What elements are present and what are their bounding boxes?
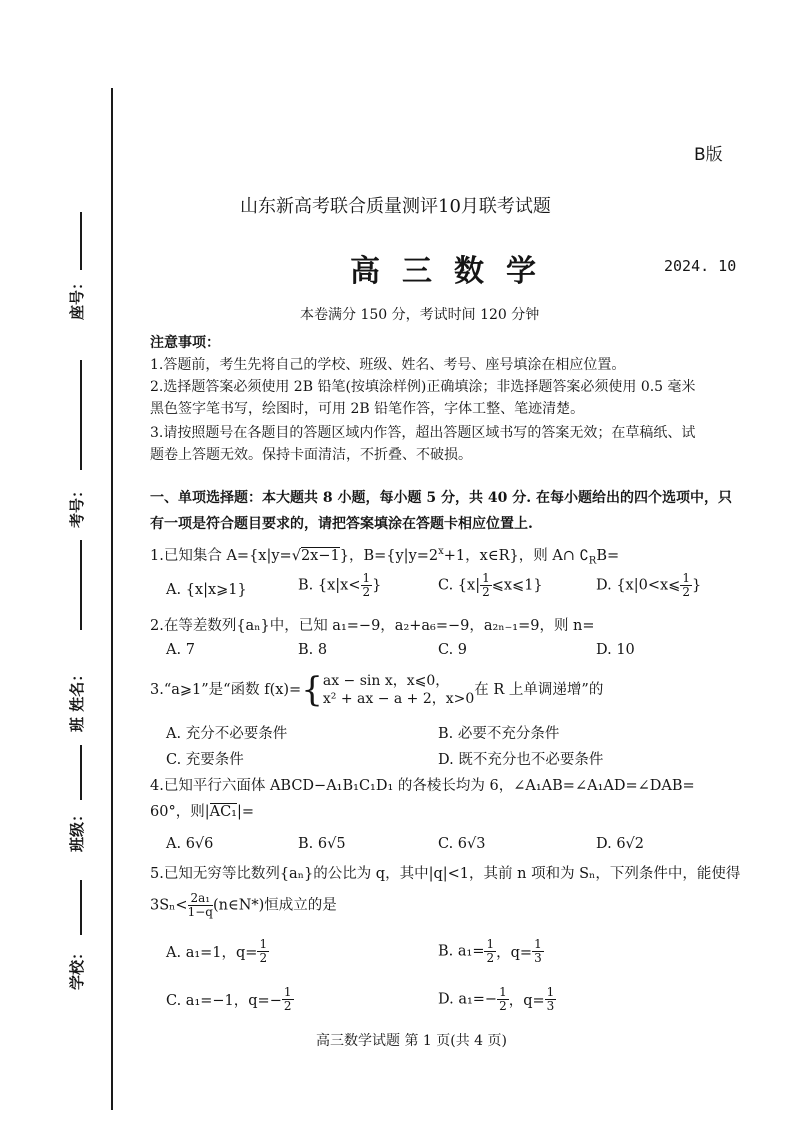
section-heading-line2: 有一项是符合题目要求的，请把答案填涂在答题卡相应位置上. [150, 516, 533, 532]
q1-stem-sub: R [588, 555, 597, 567]
q1-option-d[interactable] [596, 572, 701, 599]
q5-line-1: 5.已知无穷等比数列{aₙ}的公比为 q，其中|q|<1，其前 n 项和为 Sₙ，下列条件中，能使得 [150, 866, 741, 882]
q1-stem-c: +1，x∈R}，则 A∩ ∁ [443, 547, 589, 564]
q1-stem-exp: x [438, 546, 444, 557]
fraction [257, 938, 269, 965]
seat-label: 座号： [68, 274, 86, 320]
piecewise-case-1: ax − sin x，x⩽0， [322, 673, 450, 689]
q1-option-b[interactable] [298, 572, 381, 599]
q1-stem-b: }，B={y|y=2 [339, 547, 439, 564]
brace-icon: { [301, 670, 323, 710]
q5-option-c[interactable] [166, 986, 294, 1013]
denominator: 2 [482, 585, 490, 599]
q4-line2-post: |= [236, 804, 255, 820]
sqrt-icon: √ [291, 547, 301, 564]
fraction [680, 572, 692, 599]
q1-stem [150, 542, 619, 572]
piecewise [323, 672, 474, 708]
denominator: 2 [283, 999, 292, 1013]
exam-no-blank[interactable] [80, 360, 82, 470]
fraction [188, 892, 213, 919]
numerator: 1 [534, 937, 542, 951]
q1-stem-d: B= [596, 547, 620, 564]
q3-option-d[interactable]: D. 既不充分也不必要条件 [438, 752, 604, 768]
fraction [361, 572, 373, 599]
fraction [282, 986, 294, 1013]
notice-item-2b: 黑色签字笔书写，绘图时，可用 2B 铅笔作答，字体工整、笔迹清楚。 [150, 401, 585, 417]
q5-d-pre: D. a₁=− [438, 991, 498, 1008]
q5-l2-post: (n∈N*)恒成立的是 [212, 897, 337, 914]
vector-ac1: AC₁ [209, 804, 237, 820]
q3-option-b[interactable]: B. 必要不充分条件 [438, 726, 560, 742]
q2-stem: 2.在等差数列{aₙ}中，已知 a₁=−9，a₂+a₆=−9，a₂ₙ₋₁=9，则 n= [150, 618, 595, 634]
denominator: 2 [259, 951, 268, 965]
q5-option-b[interactable] [438, 938, 544, 965]
fraction [480, 572, 492, 599]
denominator: 1−q [187, 905, 213, 919]
page-footer: 高三数学试题 第 1 页(共 4 页) [316, 1033, 507, 1049]
denominator: 2 [486, 951, 495, 965]
piecewise-case-2: x² + ax − a + 2，x>0 [322, 691, 475, 707]
school-label: 学校： [68, 944, 86, 990]
q2-option-b[interactable]: B. 8 [298, 642, 328, 658]
q5-line-2 [150, 892, 337, 919]
fraction [545, 986, 557, 1013]
fraction [484, 938, 496, 965]
q1-d-pre: D. {x|0<x⩽ [596, 577, 681, 594]
score-time: 本卷满分 150 分，考试时间 120 分钟 [300, 307, 540, 323]
version-tag: B版 [694, 145, 723, 165]
q1-b-pre: B. {x|x< [298, 577, 361, 594]
fraction [497, 986, 509, 1013]
q4-line2-pre: 60°，则| [150, 804, 210, 820]
binding-line [111, 88, 113, 1110]
notice-item-3a: 3.请按照题号在各题目的答题区域内作答，超出答题区域书写的答案无效；在草稿纸、试 [150, 425, 696, 441]
q3-stem [150, 672, 603, 708]
fraction [532, 938, 544, 965]
q3-option-a[interactable]: A. 充分不必要条件 [166, 726, 288, 742]
q4-line-1: 4.已知平行六面体 ABCD−A₁B₁C₁D₁ 的各棱长均为 6，∠A₁AB=∠A₁AD=∠DAB= [150, 778, 695, 794]
numerator: 1 [362, 571, 371, 585]
numerator: 2a₁ [188, 892, 213, 906]
numerator: 1 [283, 985, 292, 999]
q2-option-c[interactable]: C. 9 [438, 642, 468, 658]
q1-c-pre: C. {x| [438, 577, 481, 594]
seat-blank[interactable] [80, 212, 82, 270]
q1-b-post: } [372, 577, 382, 594]
school-blank[interactable] [80, 880, 82, 935]
notice-title: 注意事项： [150, 335, 220, 351]
denominator: 2 [682, 585, 690, 599]
q1-stem-a: 1.已知集合 A={x|y= [150, 547, 292, 564]
numerator: 1 [682, 571, 690, 585]
q5-b-pre: B. a₁= [438, 943, 485, 960]
class-blank[interactable] [80, 745, 82, 800]
denominator: 3 [534, 951, 542, 965]
q5-c-pre: C. a₁=−1，q=− [166, 993, 282, 1009]
numerator: 1 [499, 985, 507, 999]
exam-date: 2024. 10 [664, 257, 737, 275]
q1-option-c[interactable] [438, 572, 543, 599]
q3-stem-post: 在 R 上单调递增”的 [474, 682, 604, 698]
class-label: 班级： [68, 806, 86, 852]
q2-option-d[interactable]: D. 10 [596, 642, 635, 658]
q4-line-2 [150, 802, 254, 822]
q3-stem-pre: 3.“a⩾1”是“函数 f(x)= [150, 682, 302, 698]
subject-title: 高三数学 [350, 254, 558, 289]
notice-item-3b: 题卷上答题无效。保持卡面清洁，不折叠、不破损。 [150, 447, 472, 463]
q5-d-mid: ，q= [508, 993, 545, 1009]
denominator: 3 [546, 999, 555, 1013]
section-heading-line1: 一、单项选择题：本大题共 8 小题，每小题 5 分，共 40 分. 在每小题给出的四个选项中，只 [150, 490, 732, 506]
q5-l2-pre: 3Sₙ< [150, 897, 188, 914]
q1-option-a[interactable]: A. {x|x⩾1} [166, 582, 247, 598]
q1-d-post: } [691, 577, 702, 594]
numerator: 1 [546, 985, 555, 999]
q5-option-d[interactable] [438, 986, 556, 1013]
denominator: 2 [362, 585, 371, 599]
denominator: 2 [499, 999, 507, 1013]
q3-option-c[interactable]: C. 充要条件 [166, 752, 244, 768]
q4-option-b[interactable]: B. 6√5 [298, 836, 346, 852]
class-name-label: 班 姓名： [68, 666, 86, 732]
q4-option-d[interactable]: D. 6√2 [596, 836, 645, 852]
q5-a-pre: A. a₁=1，q= [166, 945, 258, 961]
q5-b-mid: ，q= [496, 945, 533, 961]
notice-item-1: 1.答题前，考生先将自己的学校、班级、姓名、考号、座号填涂在相应位置。 [150, 357, 626, 373]
q2-option-a[interactable]: A. 7 [166, 642, 195, 658]
q1-stem-sqrt: 2x−1 [300, 547, 340, 564]
q1-c-post: ⩽x⩽1} [491, 577, 543, 594]
notice-item-2a: 2.选择题答案必须使用 2B 铅笔(按填涂样例)正确填涂；非选择题答案必须使用 0.5 毫米 [150, 379, 696, 395]
exam-no-label: 考号： [68, 482, 86, 528]
numerator: 1 [259, 937, 268, 951]
exam-title: 山东新高考联合质量测评10月联考试题 [240, 196, 551, 217]
q4-option-a[interactable]: A. 6√6 [166, 836, 214, 852]
numerator: 1 [486, 937, 495, 951]
name-blank[interactable] [80, 540, 82, 630]
q5-option-a[interactable] [166, 938, 269, 965]
q4-option-c[interactable]: C. 6√3 [438, 836, 486, 852]
numerator: 1 [482, 571, 490, 585]
